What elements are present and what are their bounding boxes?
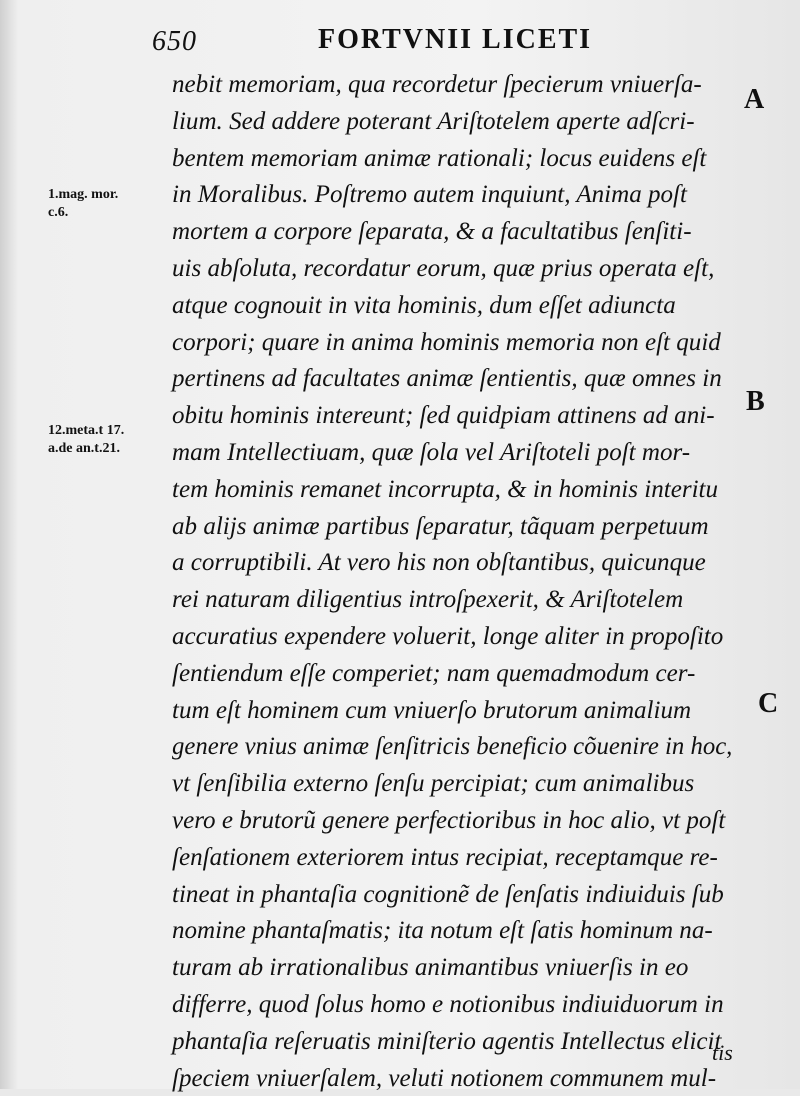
text-line: ſentiendum eſſe comperiet; nam quemadmodum cer- [172, 657, 696, 687]
text-line: accuratius expendere voluerit, longe aliter in propoſito [172, 620, 724, 650]
text-line: differre, quod ſolus homo e notionibus indiuiduorum in [172, 988, 724, 1018]
section-marker-c: C [758, 688, 779, 719]
text-line: obitu hominis intereunt; ſed quidpiam attinens ad ani- [172, 400, 715, 430]
text-line: lium. Sed addere poterant Ariſtotelem aperte adſcri- [172, 105, 695, 135]
margin-note-2 [48, 422, 168, 458]
margin-note-line: 1.mag. mor. [48, 187, 119, 202]
text-line: nomine phantaſmatis; ita notum eſt ſatis hominum na- [172, 915, 713, 945]
text-line: ſpeciem vniuerſalem, veluti notionem communem mul- [172, 1062, 717, 1092]
margin-note-line: c.6. [48, 205, 69, 220]
text-line: nebit memoriam, qua recordetur ſpecierum vniuerſa- [172, 69, 702, 98]
text-line: a corruptibili. At vero his non obſtantibus, quicunque [172, 547, 706, 577]
text-line: pertinens ad facultates animæ ſentientis, quæ omnes in [172, 363, 722, 393]
text-line: uis abſoluta, recordatur eorum, quæ prius operata eſt, [172, 252, 715, 282]
text-line: rei naturam diligentius introſpexerit, & Ariſtotelem [172, 584, 684, 614]
page-header [150, 18, 650, 58]
text-line: genere vnius animæ ſenſitricis beneficio cõuenire in hoc, [172, 731, 733, 761]
text-line: ab alijs animæ partibus ſeparatur, tãquam perpetuum [172, 510, 709, 540]
text-line: vero e brutorũ genere perfectioribus in hoc alio, vt poſt [172, 804, 726, 834]
text-line: corpori; quare in anima hominis memoria non eſt quid [172, 326, 721, 356]
main-text [172, 66, 742, 1096]
text-line: atque cognouit in vita hominis, dum eſſet adiuncta [172, 289, 676, 319]
text-line: vt ſenſibilia externo ſenſu percipiat; cum animalibus [172, 768, 695, 798]
section-marker-b: B [746, 386, 765, 417]
running-head: FORTVNII LICETI [318, 24, 593, 55]
text-line: bentem memoriam animæ rationali; locus euidens eſt [172, 142, 707, 172]
section-marker-a: A [744, 84, 765, 115]
text-line: mortem a corpore ſeparata, & a facultatibus ſenſiti- [172, 216, 692, 246]
text-line: tum eſt hominem cum vniuerſo brutorum animalium [172, 694, 692, 724]
margin-note-1 [48, 186, 168, 222]
page-number: 650 [152, 26, 197, 57]
text-line: mam Intellectiuam, quæ ſola vel Ariſtoteli poſt mor- [172, 436, 691, 466]
text-line: turam ab irrationalibus animantibus vniuerſis in eo [172, 952, 689, 982]
text-line: tineat in phantaſia cognitionẽ de ſenſatis indiuiduis ſub [172, 878, 724, 908]
margin-note-line: a.de an.t.21. [48, 441, 120, 456]
catchword: tis [712, 1040, 733, 1065]
text-line: ſenſationem exteriorem intus recipiat, receptamque re- [172, 841, 718, 871]
text-line: phantaſia reſeruatis miniſterio agentis Intellectus elicit [172, 1025, 722, 1055]
text-line: in Moralibus. Poſtremo autem inquiunt, Anima poſt [172, 179, 687, 209]
text-line: tem hominis remanet incorrupta, & in hominis interitu [172, 473, 719, 503]
margin-note-line: 12.meta.t 17. [48, 423, 125, 438]
